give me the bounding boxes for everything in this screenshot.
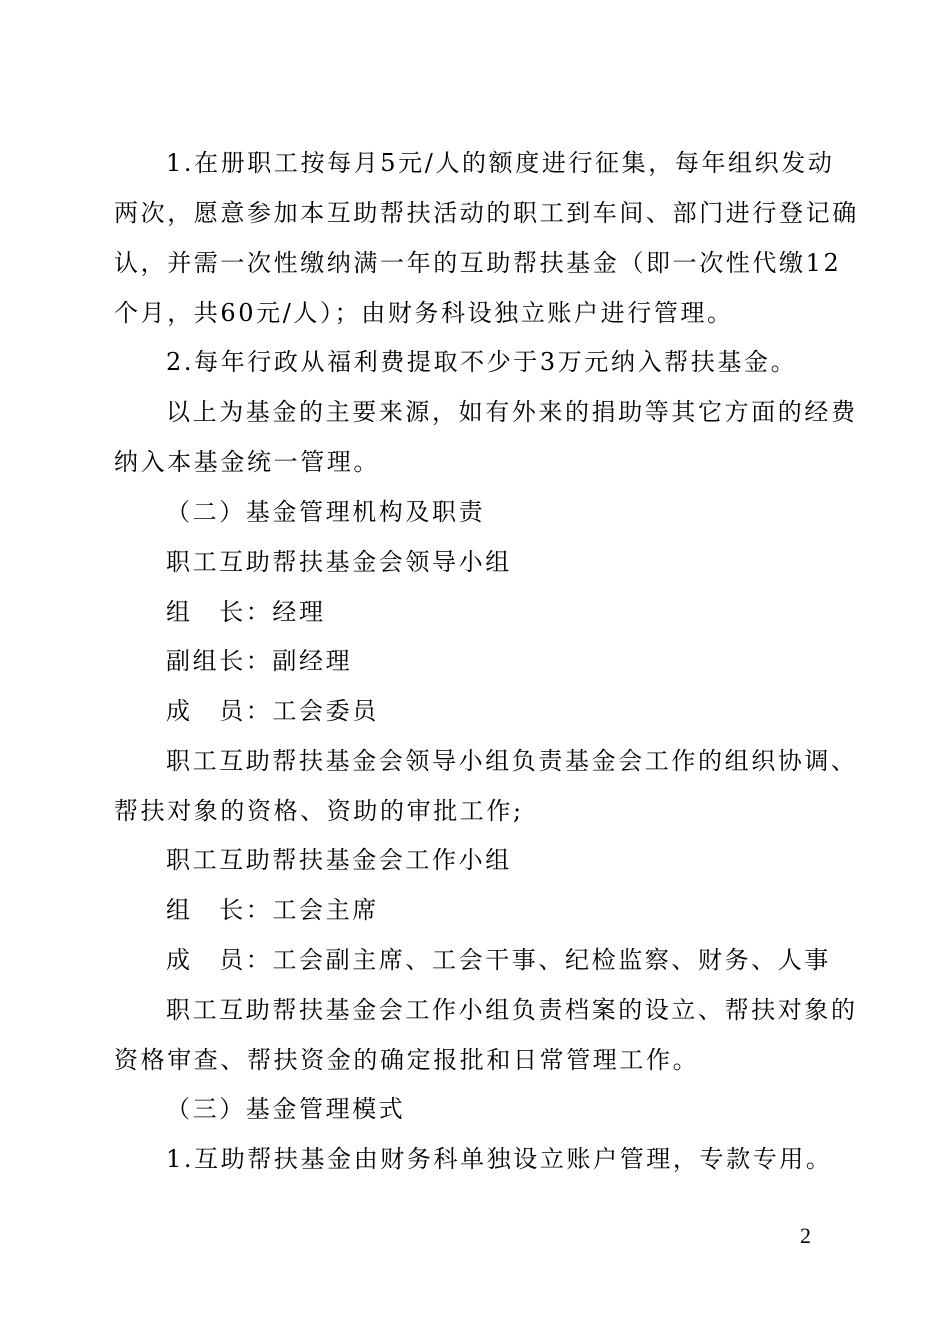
paragraph-1-line-1: 1.在册职工按每月5元/人的额度进行征集，每年组织发动 (166, 149, 835, 177)
leadership-duty-line-1: 职工互助帮扶基金会领导小组负责基金会工作的组织协调、 (166, 747, 858, 775)
leadership-leader: 组 长：经理 (166, 598, 326, 626)
paragraph-3-line-2: 纳入本基金统一管理。 (114, 448, 380, 476)
paragraph-2: 2.每年行政从福利费提取不少于3万元纳入帮扶基金。 (166, 348, 798, 376)
paragraph-1-line-3: 认，并需一次性缴纳满一年的互助帮扶基金（即一次性代缴12 (114, 249, 842, 277)
work-group-title: 职工互助帮扶基金会工作小组 (166, 846, 512, 874)
paragraph-1-line-2: 两次，愿意参加本互助帮扶活动的职工到车间、部门进行登记确 (114, 199, 859, 227)
leadership-group-title: 职工互助帮扶基金会领导小组 (166, 548, 512, 576)
work-duty-line-1: 职工互助帮扶基金会工作小组负责档案的设立、帮扶对象的 (166, 996, 858, 1024)
work-group-members: 成 员：工会副主席、工会干事、纪检监察、财务、人事 (166, 946, 831, 974)
leadership-members: 成 员：工会委员 (166, 697, 379, 725)
paragraph-last: 1.互助帮扶基金由财务科单独设立账户管理，专款专用。 (166, 1145, 833, 1173)
paragraph-1-line-4: 个月，共60元/人）；由财务科设独立账户进行管理。 (114, 299, 734, 327)
paragraph-3-line-1: 以上为基金的主要来源，如有外来的捐助等其它方面的经费 (166, 398, 858, 426)
section-heading-3: （三）基金管理模式 (166, 1095, 406, 1123)
leadership-duty-line-2: 帮扶对象的资格、资助的审批工作; (114, 797, 524, 825)
work-group-leader: 组 长：工会主席 (166, 896, 379, 924)
section-heading-2: （二）基金管理机构及职责 (166, 498, 486, 526)
page-number: 2 (800, 1223, 811, 1248)
leadership-deputy-leader: 副组长：副经理 (166, 647, 353, 675)
work-duty-line-2: 资格审查、帮扶资金的确定报批和日常管理工作。 (114, 1046, 700, 1074)
